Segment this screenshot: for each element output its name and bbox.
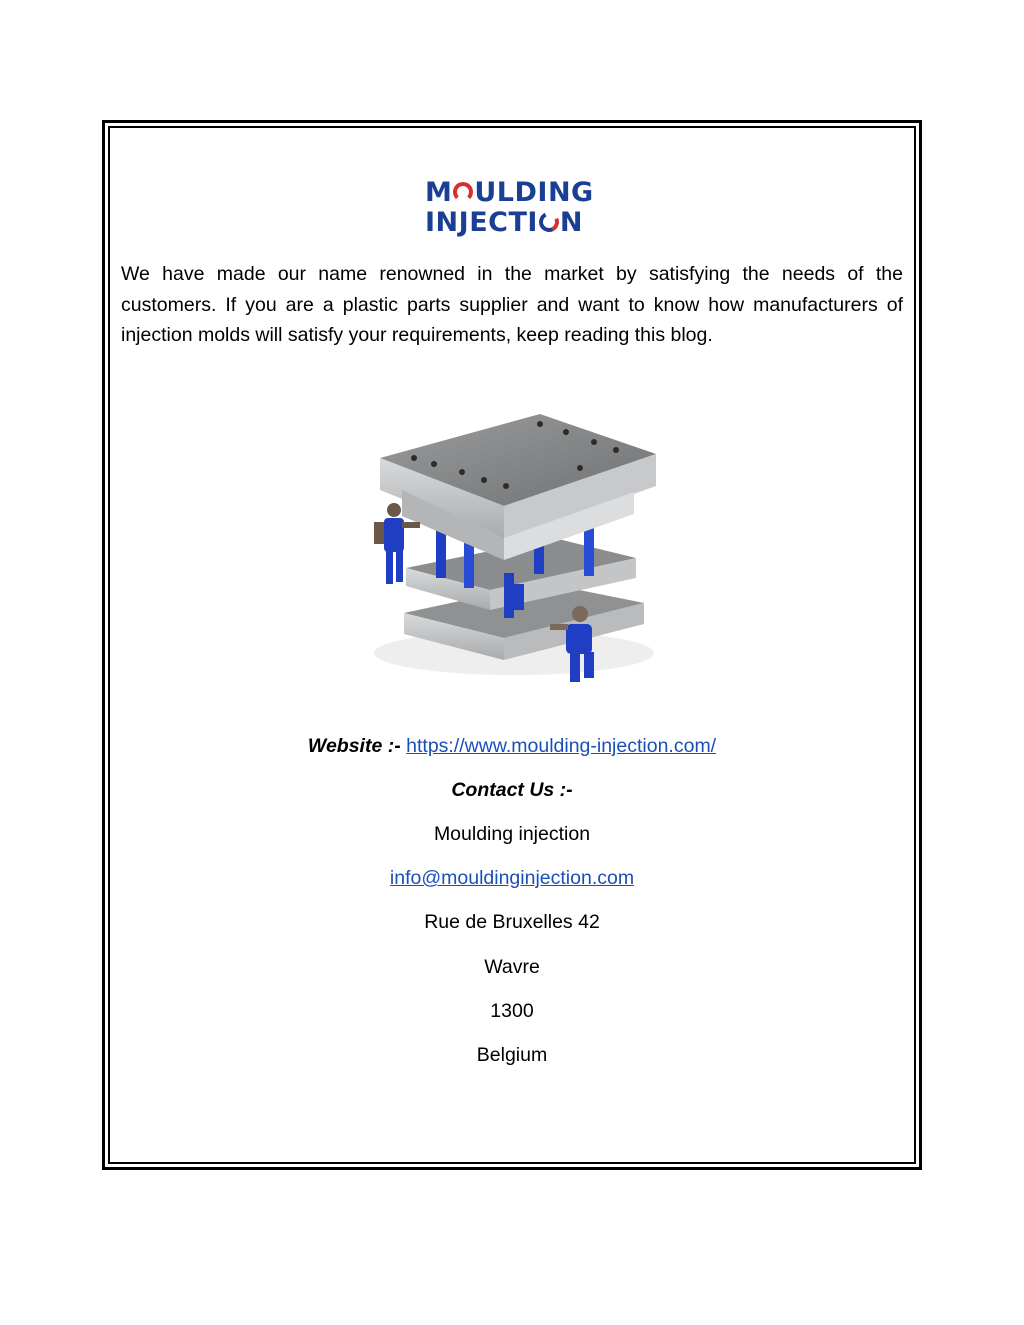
contact-city: Wavre — [484, 956, 540, 978]
contact-heading: Contact Us :- — [451, 779, 573, 801]
intro-paragraph: We have made our name renowned in the market by satisfying the needs of the customers. If you are a plastic parts supplier and want to know how manufacturers of injection molds will satisfy your requirements, keep reading this blog. — [121, 263, 903, 346]
moulding-injection-logo — [425, 178, 601, 240]
contact-street: Rue de Bruxelles 42 — [424, 911, 600, 933]
website-link[interactable]: https://www.moulding-injection.com/ — [406, 735, 717, 757]
contact-email-line — [110, 865, 914, 891]
contact-company: Moulding injection — [433, 823, 591, 845]
website-line — [110, 733, 914, 759]
logo-o-arc-icon — [453, 182, 473, 202]
injection-mold-illustration-icon — [344, 398, 680, 708]
logo-o-arc-icon-2 — [536, 209, 562, 235]
website-label: Website :- — [307, 735, 401, 757]
contact-email-link[interactable]: info@mouldinginjection.com — [389, 867, 635, 889]
logo-line-1: M ULDING — [425, 177, 594, 208]
contact-postcode: 1300 — [490, 1000, 534, 1022]
logo-line-2: INJECTI N — [425, 207, 584, 238]
contact-country: Belgium — [476, 1044, 548, 1066]
